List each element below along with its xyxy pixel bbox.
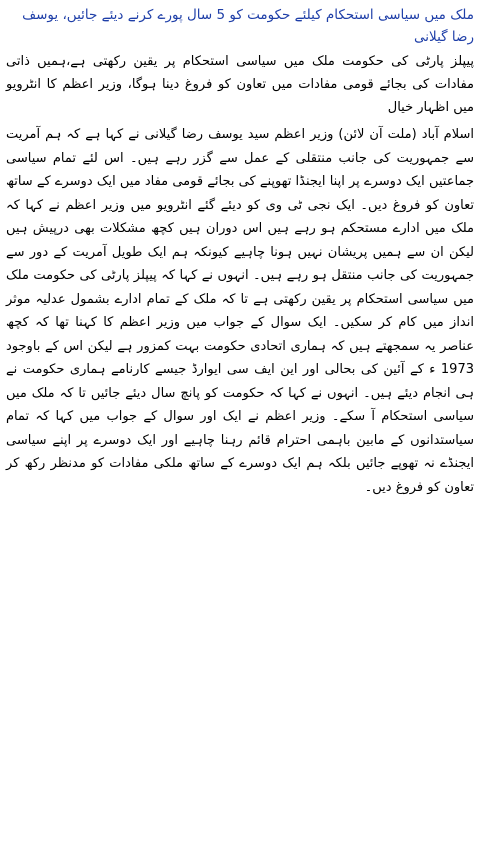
article-summary: پیپلز پارٹی کی حکومت ملک میں سیاسی استحکام پر یقین رکھتی ہے،ہمیں ذاتی مفادات کی بجائے قومی مفادات میں تعاون کو فروغ دینا ہوگا، وزیر اعظم کا انٹرویو میں اظہار خیال	[6, 54, 474, 115]
article-headline: ملک میں سیاسی استحکام کیلئے حکومت کو 5 سال پورے کرنے دیئے جائیں، یوسف رضا گیلانی	[22, 7, 474, 45]
article-body: اسلام آباد (ملت آن لائن) وزیر اعظم سید یوسف رضا گیلانی نے کہا ہے کہ ہم آمریت سے جمہوریت کی جانب منتقلی کے عمل سے گزر رہے ہیں۔ اس لئے تمام سیاسی جماعتیں ایک دوسرے پر اپنا ایجنڈا تھوپنے کی بجائے قومی مفاد میں ایک دوسرے کے ساتھ تعاون کو فروغ دیں۔ ایک نجی ٹی وی کو دیئے گئے انٹرویو میں وزیر اعظم نے کہا کہ ملک میں ادارے مستحکم ہو رہے ہیں اس دوران ہیں کچھ مشکلات بھی درپیش ہیں لیکن ان سے ہمیں پریشان نہیں ہونا چاہیے کیونکہ ہم ایک طویل آمریت کے دور سے جمہوریت کی جانب منتقل ہو رہے ہیں۔ انہوں نے کہا کہ پیپلز پارٹی کی حکومت ملک میں سیاسی استحکام پر یقین رکھتی ہے تا کہ ملک کے تمام ادارے بشمول عدلیہ موثر انداز میں کام کر سکیں۔ ایک سوال کے جواب میں وزیر اعظم کا کہنا تھا کہ کچھ عناصر یہ سمجھتے ہیں کہ ہماری اتحادی حکومت بہت کمزور ہے لیکن اس کے باوجود 1973 ء کے آئین کی بحالی اور این ایف سی ایوارڈ جیسے کارنامے ہماری حکومت نے ہی انجام دیئے ہیں۔ انہوں نے کہا کہ حکومت کو پانچ سال دیئے جائیں تا کہ ملک میں سیاسی استحکام آ سکے۔ وزیر اعظم نے ایک اور سوال کے جواب میں کہا کہ تمام سیاستدانوں کے مابین باہمی احترام قائم رہنا چاہیے اور ایک دوسرے پر اپنے سیاسی ایجنڈے نہ تھوپے جائیں بلکہ ہم ایک دوسرے کے ساتھ ملکی مفادات کو مدنظر رکھ کر تعاون کو فروغ دیں۔	[6, 127, 474, 495]
